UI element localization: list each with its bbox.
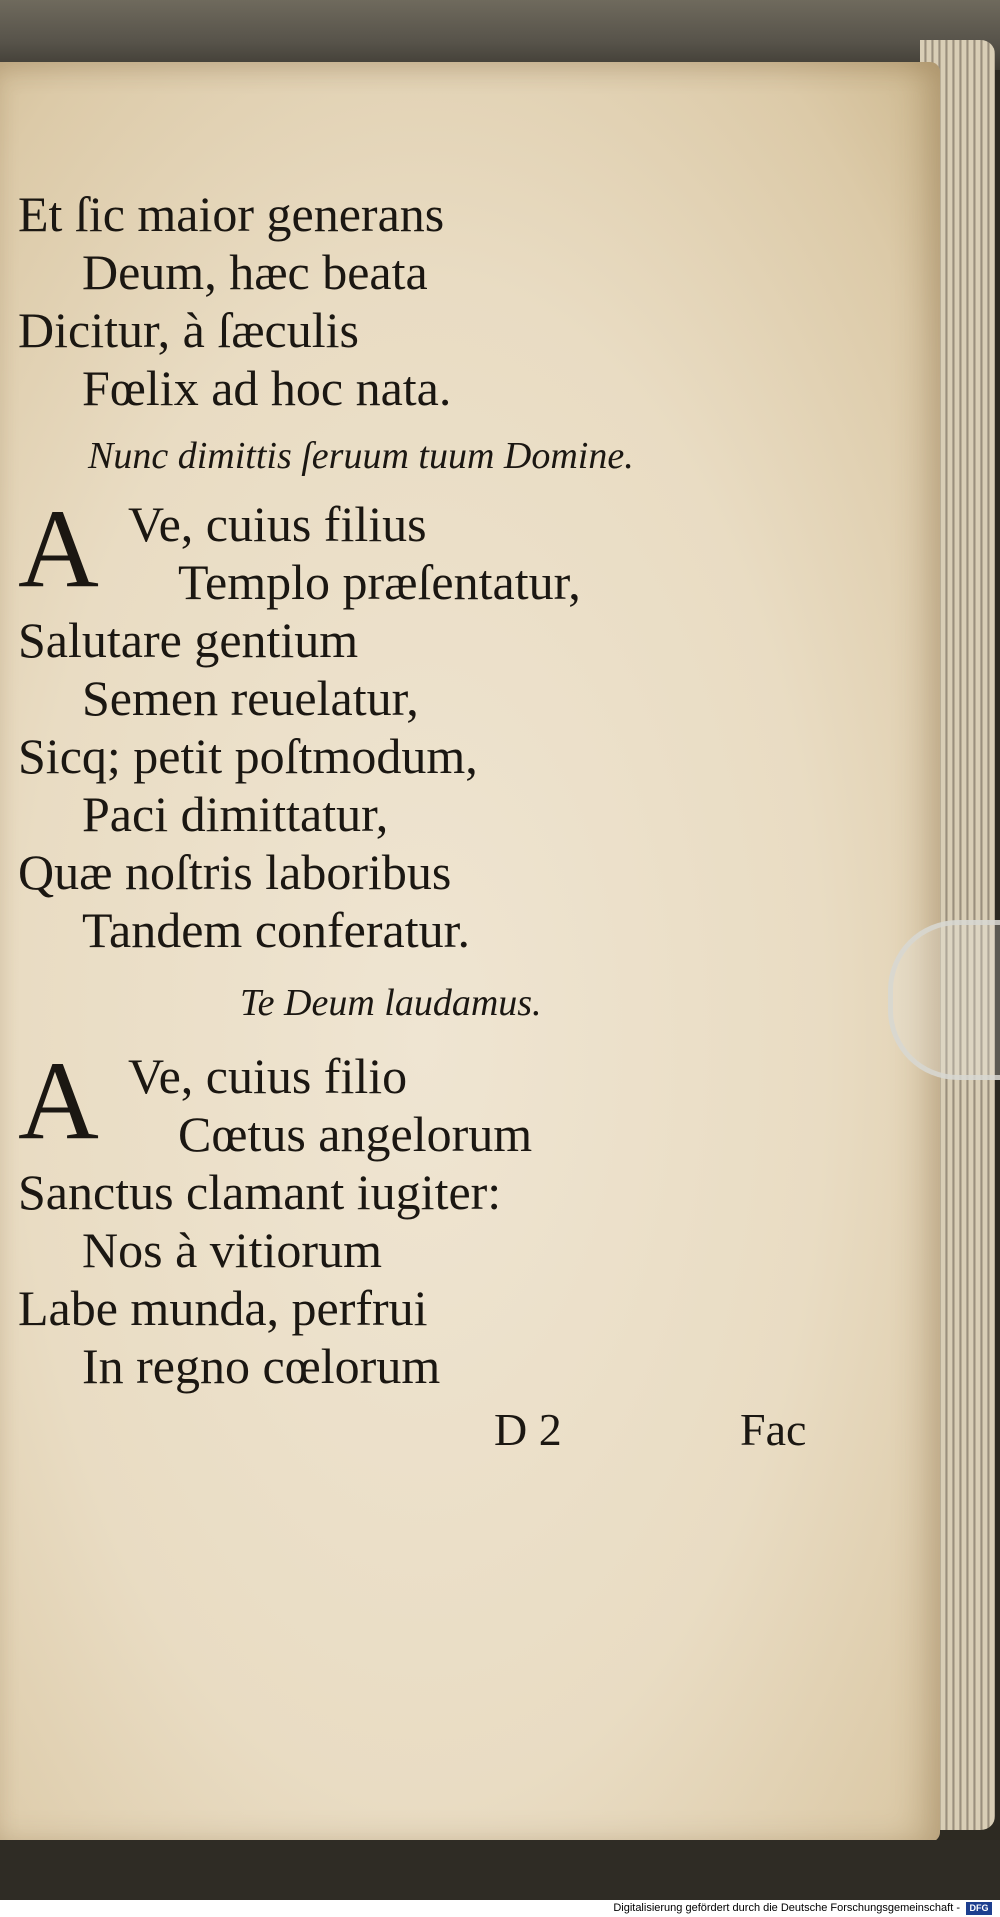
page-text [18,185,858,1465]
verse-line: Quæ noſtris laboribus [18,844,452,900]
verse-line: Templo præſentatur, [178,554,581,610]
signature-mark: D 2 [494,1404,562,1455]
verse-line: In regno cœlorum [82,1338,441,1394]
book-cover-bottom [0,1840,1000,1900]
verse-line: Semen reuelatur, [82,670,419,726]
rubric-nunc-dimittis: Nunc dimittis ſeruum tuum Domine. [88,435,634,477]
verse-line: Tandem conferatur. [82,902,470,958]
verse-line: Cœtus angelorum [178,1106,533,1162]
funding-credit: Digitalisierung gefördert durch die Deutsche Forschungsgemeinschaft - [613,1902,960,1914]
verse-line: Dicitur, à ſæculis [18,302,359,358]
verse-line: Paci dimittatur, [82,786,389,842]
verse-line: Deum, hæc beata [82,244,428,300]
catchword: Fac [740,1404,807,1455]
stanza-2 [18,487,858,959]
drop-capital: A [18,487,99,611]
verse-line: Labe munda, perfrui [18,1280,428,1336]
drop-capital: A [18,1039,99,1163]
page-foot [18,1395,858,1465]
dfg-logo: DFG [966,1902,992,1915]
page-clip [888,920,1000,1080]
book-cover-top [0,0,1000,70]
verse-line: Sicq; petit poſtmodum, [18,728,478,784]
verse-line: Salutare gentium [18,612,359,668]
verse-line: Ve, cuius filio [128,1048,408,1104]
verse-line: Nos à vitiorum [82,1222,382,1278]
stanza-1 [18,185,858,417]
verse-line: Ve, cuius filius [128,496,427,552]
stanza-3 [18,1039,858,1395]
verse-line: Fœlix ad hoc nata. [82,360,452,416]
verse-line: Et ſic maior generans [18,186,445,242]
rubric-te-deum: Te Deum laudamus. [240,982,542,1024]
verse-line: Sanctus clamant iugiter: [18,1164,502,1220]
